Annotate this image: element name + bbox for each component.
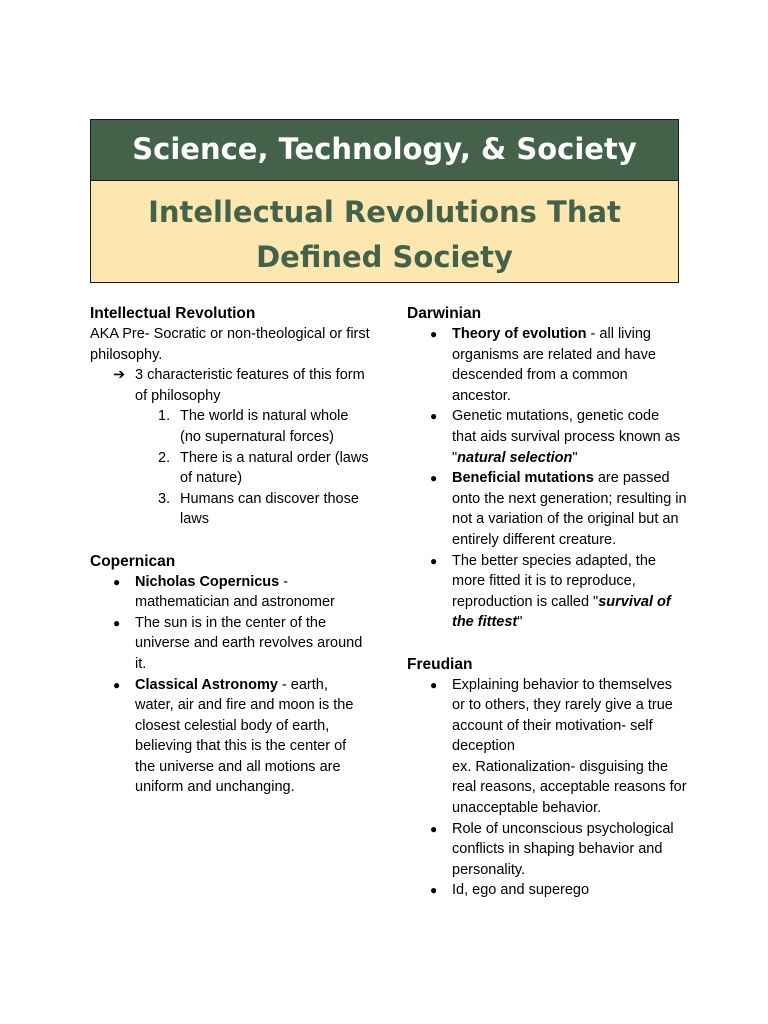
bullet-icon: ● (430, 883, 438, 898)
list-item-text: 3 characteristic features of this form of philosophy (135, 367, 365, 404)
section-heading-darwinian: Darwinian (407, 305, 482, 322)
list-item-text-end: " (572, 449, 578, 466)
spacer (407, 633, 687, 654)
left-column (90, 303, 370, 798)
copernican-list (90, 572, 370, 799)
term-bold-italic: natural selection (457, 449, 573, 466)
list-item-text: Genetic mutations, genetic code that aids survival process known as " (452, 408, 681, 466)
right-column (407, 303, 687, 901)
list-item (90, 406, 370, 447)
list-item (90, 365, 370, 406)
spacer (90, 530, 370, 551)
header-box (90, 119, 679, 283)
list-item-text: - earth, water, air and fire and moon is the closest celestial body of earth, believing that this is the center of the universe and all motions are uniform and unchanging. (135, 676, 354, 796)
term-bold: Theory of evolution (452, 326, 587, 342)
features-list (90, 406, 370, 530)
document-subtitle (91, 181, 678, 282)
bullet-icon: ● (430, 821, 438, 836)
subtitle-line-2: Defined Society (256, 240, 513, 274)
list-item (407, 551, 687, 633)
bullet-icon: ● (430, 553, 438, 568)
list-item-text: The world is natural whole (no supernatural forces) (180, 408, 349, 445)
term-bold: Nicholas Copernicus (135, 573, 280, 590)
list-item (407, 675, 687, 819)
term-bold: Classical Astronomy (135, 676, 278, 693)
list-item-text: Explaining behavior to themselves or to others, they rarely give a true account of their motivation- self deception (452, 676, 673, 755)
list-item (90, 572, 370, 613)
list-item-example: ex. Rationalization- disguising the real reasons, acceptable reasons for unacceptable behavior. (452, 758, 687, 817)
term-bold: Beneficial mutations (452, 470, 594, 487)
list-item (90, 675, 370, 799)
list-number: 1. (158, 408, 171, 425)
document-title: Science, Technology, & Society (91, 120, 678, 181)
list-item (90, 613, 370, 675)
list-item (407, 880, 687, 901)
arrow-right-icon: ➔ (113, 367, 126, 384)
list-item (407, 324, 687, 406)
bullet-icon: ● (113, 615, 121, 630)
bullet-icon: ● (113, 574, 121, 589)
list-item-text: Role of unconscious psychological conflicts in shaping behavior and personality. (452, 820, 674, 878)
section-heading-freudian: Freudian (407, 655, 473, 673)
subtitle-line-1: Intellectual Revolutions That (148, 195, 621, 229)
freudian-list (407, 675, 687, 902)
list-item (407, 406, 687, 468)
list-item-text: - all living organisms are related and have descended from a common ancestor. (452, 326, 656, 404)
list-item-text: - mathematician and astronomer (135, 573, 335, 611)
list-item-text: The sun is in the center of the universe and earth revolves around it. (135, 614, 363, 672)
darwinian-list (407, 324, 687, 633)
list-item (407, 468, 687, 550)
list-item-text: There is a natural order (laws of nature) (180, 449, 369, 487)
list-item-text: Id, ego and superego (452, 882, 590, 899)
section-heading-intellectual: Intellectual Revolution (90, 305, 256, 322)
section-heading-copernican: Copernican (90, 552, 176, 570)
list-item (407, 819, 687, 881)
bullet-icon: ● (430, 409, 438, 424)
term-bold-italic: survival of the fittest (452, 593, 671, 631)
list-number: 2. (158, 449, 171, 466)
list-item (90, 489, 370, 530)
intellectual-intro: AKA Pre- Socratic or non-theological or first philosophy. (90, 326, 370, 363)
list-item-text: are passed onto the next generation; resulting in not a variation of the original but an entirely different creature. (452, 470, 687, 548)
list-number: 3. (158, 490, 171, 507)
intellectual-arrow-list (90, 365, 370, 406)
bullet-icon: ● (430, 677, 438, 692)
list-item (90, 448, 370, 489)
bullet-icon: ● (430, 471, 438, 486)
bullet-icon: ● (430, 327, 438, 341)
list-item-text-end: " (517, 614, 523, 631)
list-item-text: Humans can discover those laws (180, 490, 359, 528)
bullet-icon: ● (113, 677, 121, 692)
list-item-text: The better species adapted, the more fitted it is to reproduce, reproduction is called " (452, 552, 656, 610)
